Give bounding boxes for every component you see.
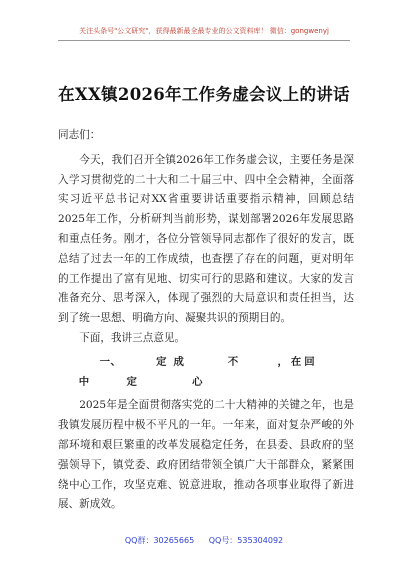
salutation: 同志们： — [58, 129, 101, 141]
section-heading-part: 中 — [78, 375, 90, 388]
document-body — [58, 126, 354, 515]
footer-qq-group: QQ群：30265665 — [124, 536, 195, 545]
paragraph-review: 2025年是全面贯彻落实党的二十大精神的关键之年，也是我镇发展历程中极不平凡的一年。一年来，面对复杂严峻的外部环境和艰巨繁重的改革发展稳定任务，在县委、县政府的坚强领导下，镇党委、政府团结带领全镇广大干部群众，紧紧围绕中心工作，攻坚克难、锐意进取，推动各项事业取得了新进展、新成效。 — [58, 399, 354, 511]
section-heading-1 — [58, 353, 354, 393]
header-note: 关注头条号"公文研究"，获得最新最全最专业的公文资料库！ 微信：gongwenyj — [79, 27, 329, 35]
section-heading-part: 定 — [126, 375, 138, 388]
section-heading-part: 一、 — [99, 355, 122, 368]
section-heading-part: ，在回 — [277, 355, 318, 368]
section-heading-part: 定成 — [156, 355, 191, 368]
footer-qq-number: QQ号：535304092 — [208, 536, 284, 545]
paragraph-intro: 今天，我们召开全镇2026年工作务虚会议，主要任务是深入学习贯彻党的二十大和二十届三中、四中全会精神，全面落实习近平总书记对XX省重要讲话重要指示精神，回顾总结2025年工作，分析研判当前形势，谋划部署2026年发展思路和重点任务。刚才，各位分管领导同志都作了很好的发言，既总结了过去一年的工作成绩，也查摆了存在的问题，更对明年的工作提出了富有见地、切实可行的思路和建议。大家的发言准备充分、思考深入，体现了强烈的大局意识和责任担当，达到了统一思想、明确方向、凝聚共识的预期目的。 — [58, 153, 354, 325]
document-title: 在XX镇2026年工作务虚会议上的讲话 — [58, 85, 350, 104]
section-heading-part: 心 — [192, 375, 204, 388]
header-divider — [58, 40, 350, 41]
paragraph-transition: 下面，我讲三点意见。 — [79, 331, 186, 344]
section-heading-part: 不 — [227, 355, 239, 368]
footer-contact — [0, 535, 408, 546]
